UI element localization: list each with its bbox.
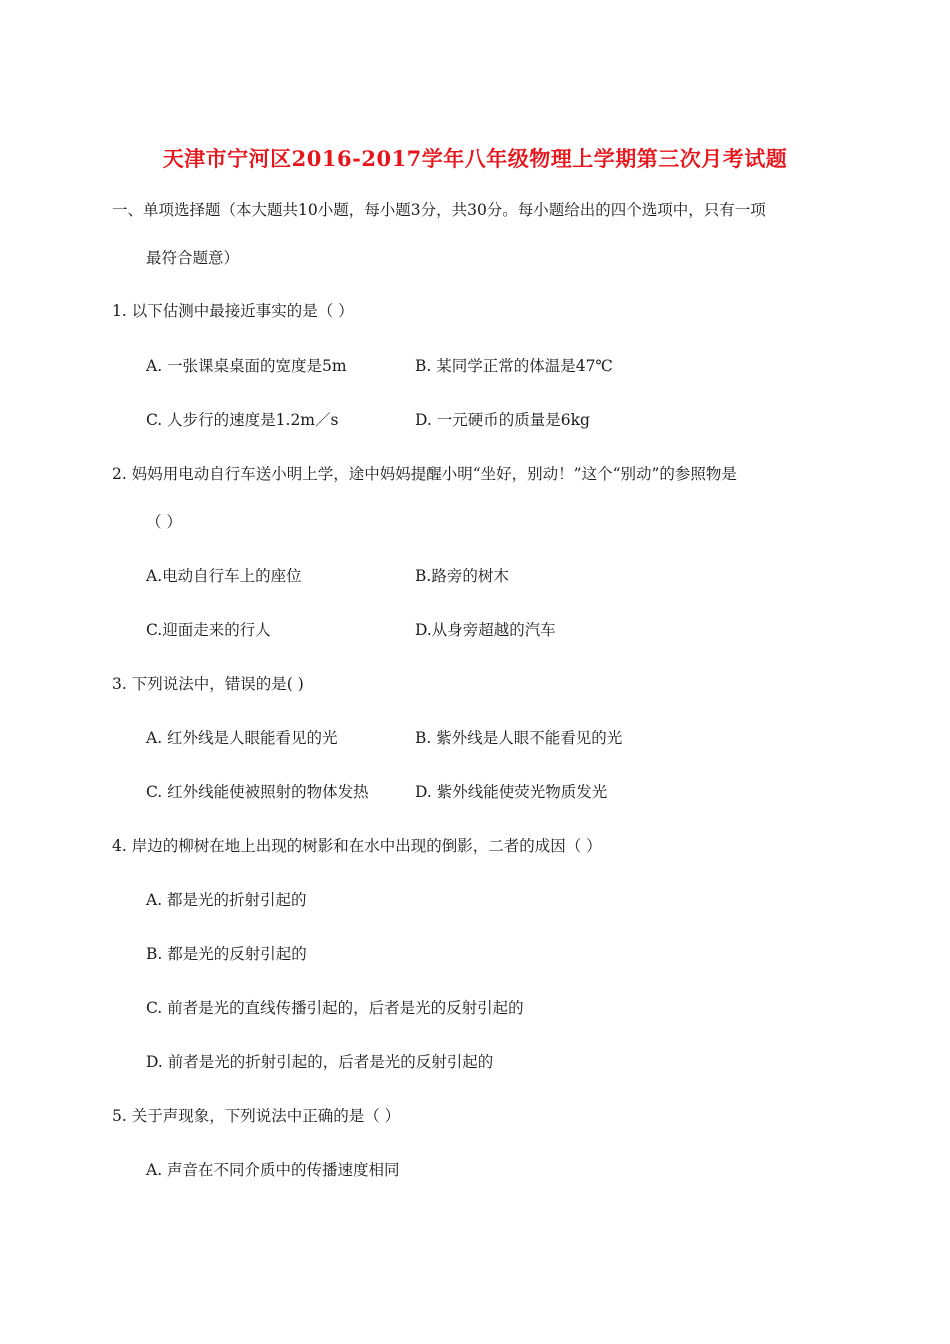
question-1-option-d: D. 一元硬币的质量是6kg <box>415 411 590 429</box>
question-4-option-d: D. 前者是光的折射引起的，后者是光的反射引起的 <box>146 1053 494 1071</box>
question-3-option-b: B. 紫外线是人眼不能看见的光 <box>415 729 623 747</box>
question-2-option-d: D.从身旁超越的汽车 <box>415 621 556 639</box>
question-4-option-c: C. 前者是光的直线传播引起的，后者是光的反射引起的 <box>146 999 524 1017</box>
question-4-stem: 4. 岸边的柳树在地上出现的树影和在水中出现的倒影，二者的成因（ ） <box>112 837 602 855</box>
question-3-stem: 3. 下列说法中，错误的是( ) <box>112 675 304 693</box>
document-title: 天津市宁河区2016-2017学年八年级物理上学期第三次月考试题 <box>162 146 788 171</box>
question-4-option-b: B. 都是光的反射引起的 <box>146 945 307 963</box>
question-2-option-b: B.路旁的树木 <box>415 567 509 585</box>
question-4-option-a: A. 都是光的折射引起的 <box>146 891 307 909</box>
question-5-stem: 5. 关于声现象，下列说法中正确的是（ ） <box>112 1107 401 1125</box>
question-3-option-d: D. 紫外线能使荧光物质发光 <box>415 783 608 801</box>
question-3-option-a: A. 红外线是人眼能看见的光 <box>146 729 338 747</box>
question-2-stem-continued: （ ） <box>146 513 182 531</box>
section-heading-continued: 最符合题意） <box>146 249 240 267</box>
question-1-option-b: B. 某同学正常的体温是47℃ <box>415 357 613 375</box>
question-1-option-a: A. 一张课桌桌面的宽度是5m <box>146 357 347 375</box>
question-5-option-a: A. 声音在不同介质中的传播速度相同 <box>146 1161 400 1179</box>
question-2-option-c: C.迎面走来的行人 <box>146 621 271 639</box>
question-1-stem: 1. 以下估测中最接近事实的是（ ） <box>112 302 354 320</box>
question-2-option-a: A.电动自行车上的座位 <box>146 567 302 585</box>
question-1-option-c: C. 人步行的速度是1.2m／s <box>146 411 339 429</box>
section-heading: 一、单项选择题（本大题共10小题，每小题3分，共30分。每小题给出的四个选项中，只有一项 <box>112 201 766 219</box>
question-3-option-c: C. 红外线能使被照射的物体发热 <box>146 783 369 801</box>
question-2-stem: 2. 妈妈用电动自行车送小明上学，途中妈妈提醒小明“坐好，别动！”这个“别动”的参照物是 <box>112 465 737 483</box>
